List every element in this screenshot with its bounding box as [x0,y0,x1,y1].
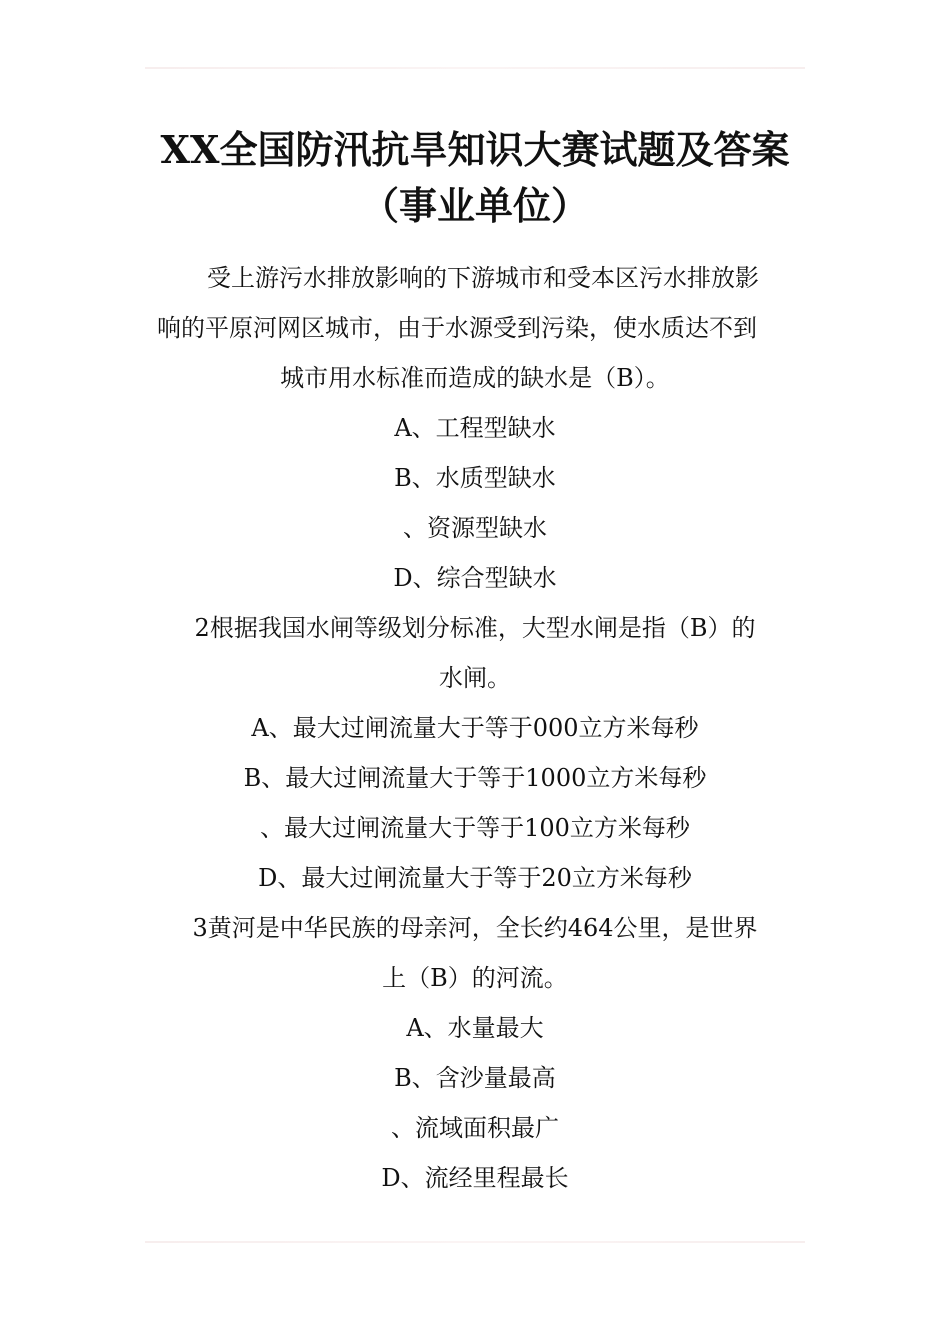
question-1-option-b: B、水质型缺水 [394,464,556,492]
question-3-option-a: A、水量最大 [406,1014,544,1042]
document-title-line-2: （事业单位） [360,183,589,228]
question-1-text-line-3: 城市用水标准而造成的缺水是（B）。 [280,364,670,392]
question-1-option-c: 、资源型缺水 [403,514,547,542]
question-2-option-c: 、最大过闸流量大于等于100立方米每秒 [260,814,690,842]
question-1-option-a: A、工程型缺水 [394,414,556,442]
bottom-divider [145,1241,805,1243]
question-2-option-a: A、最大过闸流量大于等于000立方米每秒 [251,714,699,742]
question-3-option-b: B、含沙量最高 [394,1064,556,1092]
question-1-option-d: D、综合型缺水 [393,564,557,592]
question-1-text-line-2: 响的平原河网区城市，由于水源受到污染，使水质达不到 [157,314,757,342]
document-title-line-1: XX全国防汛抗旱知识大赛试题及答案 [160,127,790,172]
question-2-text-line-1: 2根据我国水闸等级划分标准，大型水闸是指（B）的 [194,614,756,642]
question-3-text-line-1: 3黄河是中华民族的母亲河，全长约464公里，是世界 [192,914,758,942]
top-divider [145,67,805,69]
question-3-option-d: D、流经里程最长 [381,1164,569,1192]
question-1-text-line-1: 受上游污水排放影响的下游城市和受本区污水排放影 [207,264,759,292]
question-3-option-c: 、流域面积最广 [391,1114,559,1142]
question-2-text-line-2: 水闸。 [439,664,511,692]
question-2-option-d: D、最大过闸流量大于等于20立方米每秒 [258,864,692,892]
question-2-option-b: B、最大过闸流量大于等于1000立方米每秒 [243,764,707,792]
question-3-text-line-2: 上（B）的河流。 [382,964,568,992]
